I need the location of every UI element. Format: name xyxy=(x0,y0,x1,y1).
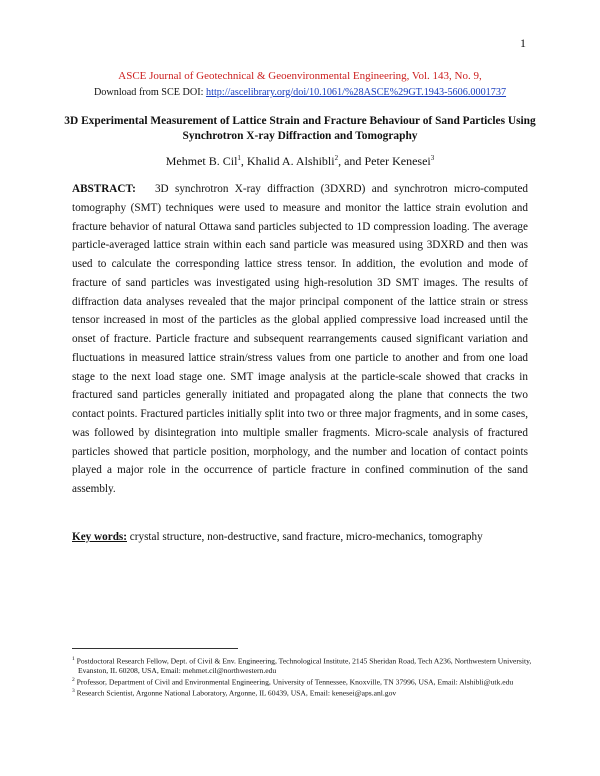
abstract xyxy=(72,180,528,499)
abstract-label: ABSTRACT: xyxy=(72,183,136,195)
author-footnote-mark: 3 xyxy=(430,154,435,162)
author-name: Mehmet B. Cil xyxy=(165,154,238,168)
author-footnote-mark: 1 xyxy=(237,154,241,162)
keywords-text: crystal structure, non-destructive, sand fracture, micro-mechanics, tomography xyxy=(129,531,483,543)
doi-link[interactable]: http://ascelibrary.org/doi/10.1061/%28ASCE%29GT.1943-5606.0001737 xyxy=(206,87,507,98)
abstract-text: 3D synchrotron X-ray diffraction (3DXRD) and synchrotron micro-computed tomography (SMT) techniques were used to measure and monitor the lattice strain evolution and fracture behavior of natural Ottawa sand particles subjected to 1D compression loading. The average particle-averaged lattice strain within each sand particle was measured using 3DXRD and then was used to calculate the corresponding lattice stress tensor. In addition, the evolution and mode of fracture of sand particles was investigated using high-resolution 3D SMT images. The results of diffraction data analyses revealed that the major principal component of the lattice strain or stress tensor increased in most of the particles as the global applied compressive load increased until the onset of fracture. Particle fracture and subsequent rearrangements caused significant variation and fluctuations in measured lattice strain/stress values from one particle to another and from one load stage to the next load stage one. SMT image analysis at the particle-scale showed that cracks in fractured sand particles generally initiated and propagated along the plane that connects the two contact points. Fractured particles initially split into two or three major fragments, and in some cases, was followed by disintegration into multiple smaller fragments. Micro-scale analysis of fractured particles showed that particle position, morphology, and the number and location of contact points played a major role in the occurrence of particle fracture in confined comminution of the sand assembly. xyxy=(72,183,528,495)
footnote-mark: 2 xyxy=(72,676,75,683)
author-footnote-mark: 2 xyxy=(334,154,339,162)
author-name: Khalid A. Alshibli xyxy=(246,154,335,168)
journal-citation: ASCE Journal of Geotechnical & Geoenvironmental Engineering, Vol. 143, No. 9, xyxy=(118,70,482,82)
footnote xyxy=(72,676,532,687)
footnote-mark: 3 xyxy=(72,687,75,694)
paper-title: 3D Experimental Measurement of Lattice Strain and Fracture Behaviour of Sand Particles Using Synchrotron X-ray Diffraction and Tomography xyxy=(64,115,536,142)
keywords-label: Key words: xyxy=(72,531,127,543)
footnotes xyxy=(72,655,532,698)
doi-line xyxy=(0,87,600,98)
author-separator: , and xyxy=(338,154,365,168)
keywords xyxy=(72,531,528,543)
author-list xyxy=(0,154,600,169)
footnote-text: Research Scientist, Argonne National Laboratory, Argonne, IL 60439, USA, Email: kenesei@aps.anl.gov xyxy=(76,688,397,698)
footnote xyxy=(72,655,532,676)
author-name: Peter Kenesei xyxy=(364,154,431,168)
page-number: 1 xyxy=(520,36,526,50)
footnote xyxy=(72,687,532,698)
footnote-mark: 1 xyxy=(72,656,75,662)
footnote-divider xyxy=(72,648,238,649)
author-separator: , xyxy=(240,154,247,168)
footnote-text: Professor, Department of Civil and Environmental Engineering, University of Tennessee, Knoxville, TN 37996, USA, Email: Alshibli@utk.edu xyxy=(76,677,514,687)
doi-prefix: Download from SCE DOI: xyxy=(93,87,207,98)
footnote-text: Postdoctoral Research Fellow, Dept. of Civil & Env. Engineering, Technological Institute, 2145 Sheridan Road, Tech A236, Northwestern University, Evanston, IL 60208, USA, Email: mehmet.cil@northwestern.edu xyxy=(76,656,532,676)
